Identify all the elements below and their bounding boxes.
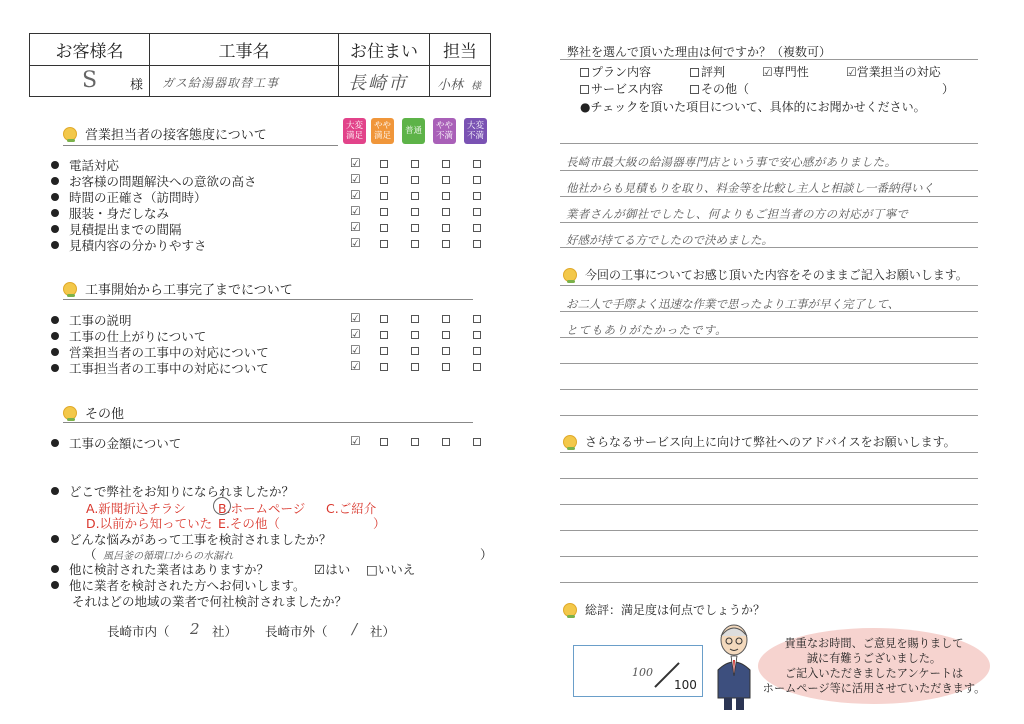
divider	[63, 422, 473, 423]
rating-checkbox[interactable]	[442, 192, 450, 200]
rating-checkbox[interactable]	[411, 347, 419, 355]
thanks-text	[758, 636, 990, 696]
rating-checkbox[interactable]	[380, 363, 388, 371]
question-vendor-region: 他に業者を検討された方へお伺いします。	[51, 576, 306, 594]
rating-neutral: 普通	[402, 118, 425, 144]
rating-checkbox[interactable]	[380, 176, 388, 184]
staff-illustration	[712, 620, 756, 712]
rating-row-label: 時間の正確さ（訪問時）	[69, 190, 207, 205]
thanks-line: ホームページ等に活用させていただきます。	[762, 682, 986, 695]
outside-unit: 社）	[370, 624, 396, 639]
advice-title: さらなるサービス向上に向けて弊社へのアドバイスをお願いします。	[563, 433, 956, 450]
line	[560, 530, 978, 531]
rating-checkbox-checked[interactable]: ☑	[350, 172, 361, 186]
reason-title: 弊社を選んで頂いた理由は何ですか？（複数可）	[567, 45, 832, 59]
reason-line-4: 好感が持てる方でしたので決めました。	[566, 233, 773, 247]
line	[560, 389, 978, 390]
line	[560, 196, 978, 197]
rating-checkbox[interactable]	[411, 331, 419, 339]
answer-yes[interactable]: ☑はい	[314, 562, 351, 577]
rating-checkbox[interactable]	[442, 331, 450, 339]
rating-checkbox[interactable]	[473, 176, 481, 184]
bullet	[51, 364, 59, 372]
rating-row-label: 見積内容の分かりやすさ	[69, 238, 207, 253]
section-title: 工事開始から工事完了までについて	[85, 283, 293, 298]
section-sales-attitude	[63, 124, 267, 143]
staff-col	[430, 34, 490, 65]
rating-checkbox[interactable]	[380, 240, 388, 248]
line	[560, 478, 978, 479]
section-other	[63, 403, 124, 422]
question-other-vendors: 他に検討された業者はありますか？	[51, 560, 269, 578]
rating-row-label: 電話対応	[69, 158, 120, 173]
rating-checkbox[interactable]	[473, 208, 481, 216]
work-value: ガス給湯器取替工事	[162, 76, 280, 90]
rating-checkbox[interactable]	[442, 315, 450, 323]
rating-checkbox[interactable]	[442, 224, 450, 232]
bullet	[51, 348, 59, 356]
rating-checkbox-checked[interactable]: ☑	[350, 327, 361, 341]
rating-checkbox-checked[interactable]: ☑	[350, 236, 361, 250]
bullet	[51, 439, 59, 447]
rating-row-label: 工事の仕上がりについて	[69, 329, 207, 344]
rating-checkbox[interactable]	[380, 438, 388, 446]
score-title: 総評：満足度は何点でしょうか？	[563, 601, 765, 618]
thanks-line: 貴重なお時間、ご意見を賜りまして	[784, 637, 964, 650]
flower-icon	[63, 282, 77, 296]
option-e[interactable]: E.その他（	[218, 516, 280, 531]
rating-checkbox-checked[interactable]: ☑	[350, 204, 361, 218]
rating-row-label: 見積提出までの間隔	[69, 222, 182, 237]
option-c[interactable]: C.ご紹介	[326, 501, 377, 516]
rating-checkbox[interactable]	[442, 176, 450, 184]
bullet	[51, 177, 59, 185]
rating-row	[51, 236, 207, 254]
answer-no[interactable]: □いいえ	[366, 562, 416, 577]
rating-dissatisfied: やや不満	[433, 118, 456, 144]
rating-checkbox[interactable]	[473, 347, 481, 355]
impression-title: 今回の工事についてお感じ頂いた内容をそのままご記入お願いします。	[563, 266, 968, 283]
rating-checkbox[interactable]	[411, 208, 419, 216]
divider	[63, 299, 473, 300]
rating-checkbox-checked[interactable]: ☑	[350, 359, 361, 373]
rating-checkbox[interactable]	[473, 224, 481, 232]
line	[560, 582, 978, 583]
rating-checkbox[interactable]	[411, 363, 419, 371]
inside-label: 長崎市内（	[107, 624, 170, 639]
line	[560, 452, 978, 453]
bullet	[51, 209, 59, 217]
flower-icon	[563, 268, 577, 282]
rating-checkbox-checked[interactable]: ☑	[350, 434, 361, 448]
header-table	[29, 33, 491, 97]
rating-checkbox[interactable]	[411, 240, 419, 248]
address-value: 長崎市	[348, 73, 408, 94]
line	[560, 504, 978, 505]
outside-label: 長崎市外（	[265, 624, 328, 639]
reason-line-2: 他社からも見積もりを取り、料金等を比較し主人と相談し一番納得いく	[566, 181, 934, 195]
bullet	[51, 225, 59, 233]
customer-header: お客様名	[55, 42, 124, 62]
thanks-line: 誠に有難うございました。	[806, 652, 942, 665]
reason-line-1: 長崎市最大級の給湯器専門店という事で安心感がありました。	[566, 155, 897, 169]
bullet	[51, 241, 59, 249]
rating-checkbox[interactable]	[411, 315, 419, 323]
rating-row-label: 工事担当者の工事中の対応について	[69, 361, 269, 376]
flower-icon	[63, 406, 77, 420]
score-value: 100	[632, 666, 653, 679]
rating-row	[51, 359, 269, 377]
rating-checkbox[interactable]	[473, 331, 481, 339]
rating-row-label: 服装・身だしなみ	[69, 206, 170, 221]
reason-opt-service[interactable]: サービス内容	[580, 80, 663, 97]
staff-header: 担当	[443, 42, 477, 62]
score-box	[573, 645, 703, 697]
question-vendor-region-sub: それはどの地域の業者で何社検討されましたか？	[72, 594, 348, 609]
divider	[560, 59, 978, 60]
rating-checkbox[interactable]	[442, 438, 450, 446]
rating-very-satisfied: 大変満足	[343, 118, 366, 144]
reason-opt-expert[interactable]: ☑専門性	[762, 65, 809, 79]
paren-close: ）	[480, 547, 493, 562]
option-a[interactable]: A.新聞折込チラシ	[86, 501, 186, 516]
option-d[interactable]: D.以前から知っていた	[86, 516, 213, 531]
rating-checkbox-checked[interactable]: ☑	[350, 311, 361, 325]
rating-row	[51, 434, 181, 452]
section-title: 営業担当者の接客態度について	[85, 128, 267, 143]
rating-checkbox[interactable]	[380, 347, 388, 355]
rating-checkbox[interactable]	[442, 347, 450, 355]
option-b-circle	[213, 497, 231, 515]
staff-value: 小林	[437, 78, 464, 93]
work-header: 工事名	[218, 42, 270, 62]
rating-checkbox[interactable]	[411, 438, 419, 446]
rating-checkbox[interactable]	[380, 224, 388, 232]
reason-opt-other[interactable]: その他（	[690, 80, 749, 97]
rating-checkbox[interactable]	[380, 192, 388, 200]
rating-checkbox[interactable]	[411, 192, 419, 200]
inside-unit: 社）	[212, 624, 238, 639]
bullet	[51, 332, 59, 340]
rating-checkbox[interactable]	[442, 208, 450, 216]
bullet	[51, 161, 59, 169]
rating-very-dissatisfied: 大変不満	[464, 118, 487, 144]
rating-row-label: 工事の説明	[69, 313, 132, 328]
rating-checkbox-checked[interactable]: ☑	[350, 220, 361, 234]
customer-value: S	[82, 68, 98, 93]
rating-row-label: 営業担当者の工事中の対応について	[69, 345, 269, 360]
reason-opt-plan[interactable]: プラン内容	[580, 63, 651, 80]
bullet	[51, 193, 59, 201]
inside-value: 2	[190, 620, 200, 638]
divider	[63, 145, 338, 146]
rating-checkbox[interactable]	[442, 240, 450, 248]
line	[560, 363, 978, 364]
line	[560, 556, 978, 557]
rating-checkbox[interactable]	[473, 192, 481, 200]
reason-opt-review[interactable]: 評判	[690, 63, 725, 80]
bullet	[51, 316, 59, 324]
reason-opt-sales[interactable]: ☑営業担当の対応	[846, 65, 941, 79]
rating-checkbox[interactable]	[380, 331, 388, 339]
address-header: お住まい	[350, 42, 418, 62]
concern-answer: 風呂釜の循環口からの水漏れ	[103, 551, 233, 562]
thanks-line: ご記入いただきましたアンケートは	[784, 667, 964, 680]
line	[560, 415, 978, 416]
rating-checkbox-checked[interactable]: ☑	[350, 343, 361, 357]
rating-checkbox[interactable]	[442, 160, 450, 168]
outside-value: /	[352, 620, 358, 638]
rating-checkbox[interactable]	[411, 176, 419, 184]
rating-checkbox[interactable]	[473, 240, 481, 248]
line	[560, 143, 978, 144]
reason-opt-other-close: ）	[942, 82, 955, 96]
rating-satisfied: やや満足	[371, 118, 394, 144]
impression-line-1: お二人で手際よく迅速な作業で思ったより工事が早く完了して、	[566, 297, 900, 311]
rating-checkbox[interactable]	[473, 363, 481, 371]
rating-checkbox[interactable]	[380, 160, 388, 168]
rating-checkbox[interactable]	[380, 208, 388, 216]
rating-row-label: お客様の問題解決への意欲の高さ	[69, 174, 257, 189]
flower-icon	[563, 603, 577, 617]
section-work-progress	[63, 279, 293, 298]
flower-icon	[563, 435, 577, 449]
impression-line-2: とてもありがたかったです。	[566, 323, 728, 337]
paren-open: （	[84, 547, 97, 562]
line	[560, 285, 978, 286]
option-b[interactable]: B.ホームページ	[218, 501, 306, 516]
rating-checkbox-checked[interactable]: ☑	[350, 156, 361, 170]
rating-checkbox[interactable]	[411, 160, 419, 168]
reason-sub: ●チェックを頂いた項目について、具体的にお聞かせください。	[580, 100, 926, 114]
question-concern: どんな悩みがあって工事を検討されましたか？	[51, 530, 331, 548]
section-title: その他	[85, 407, 125, 422]
score-max: 100	[674, 678, 697, 692]
reason-line-3: 業者さんが御社でしたし、何よりもご担当者の方の対応が丁寧で	[566, 207, 909, 221]
staff-suffix: 様	[471, 81, 481, 92]
rating-row-label: 工事の金額について	[69, 436, 182, 451]
rating-checkbox[interactable]	[473, 160, 481, 168]
option-e-close: ）	[373, 516, 386, 531]
question-how-found: どこで弊社をお知りになられましたか？	[51, 482, 294, 500]
rating-checkbox[interactable]	[380, 315, 388, 323]
rating-checkbox[interactable]	[411, 224, 419, 232]
rating-checkbox[interactable]	[442, 363, 450, 371]
rating-checkbox[interactable]	[473, 315, 481, 323]
customer-suffix: 様	[130, 78, 144, 93]
line	[560, 222, 978, 223]
rating-checkbox[interactable]	[473, 438, 481, 446]
line	[560, 170, 978, 171]
rating-checkbox-checked[interactable]: ☑	[350, 188, 361, 202]
flower-icon	[63, 127, 77, 141]
